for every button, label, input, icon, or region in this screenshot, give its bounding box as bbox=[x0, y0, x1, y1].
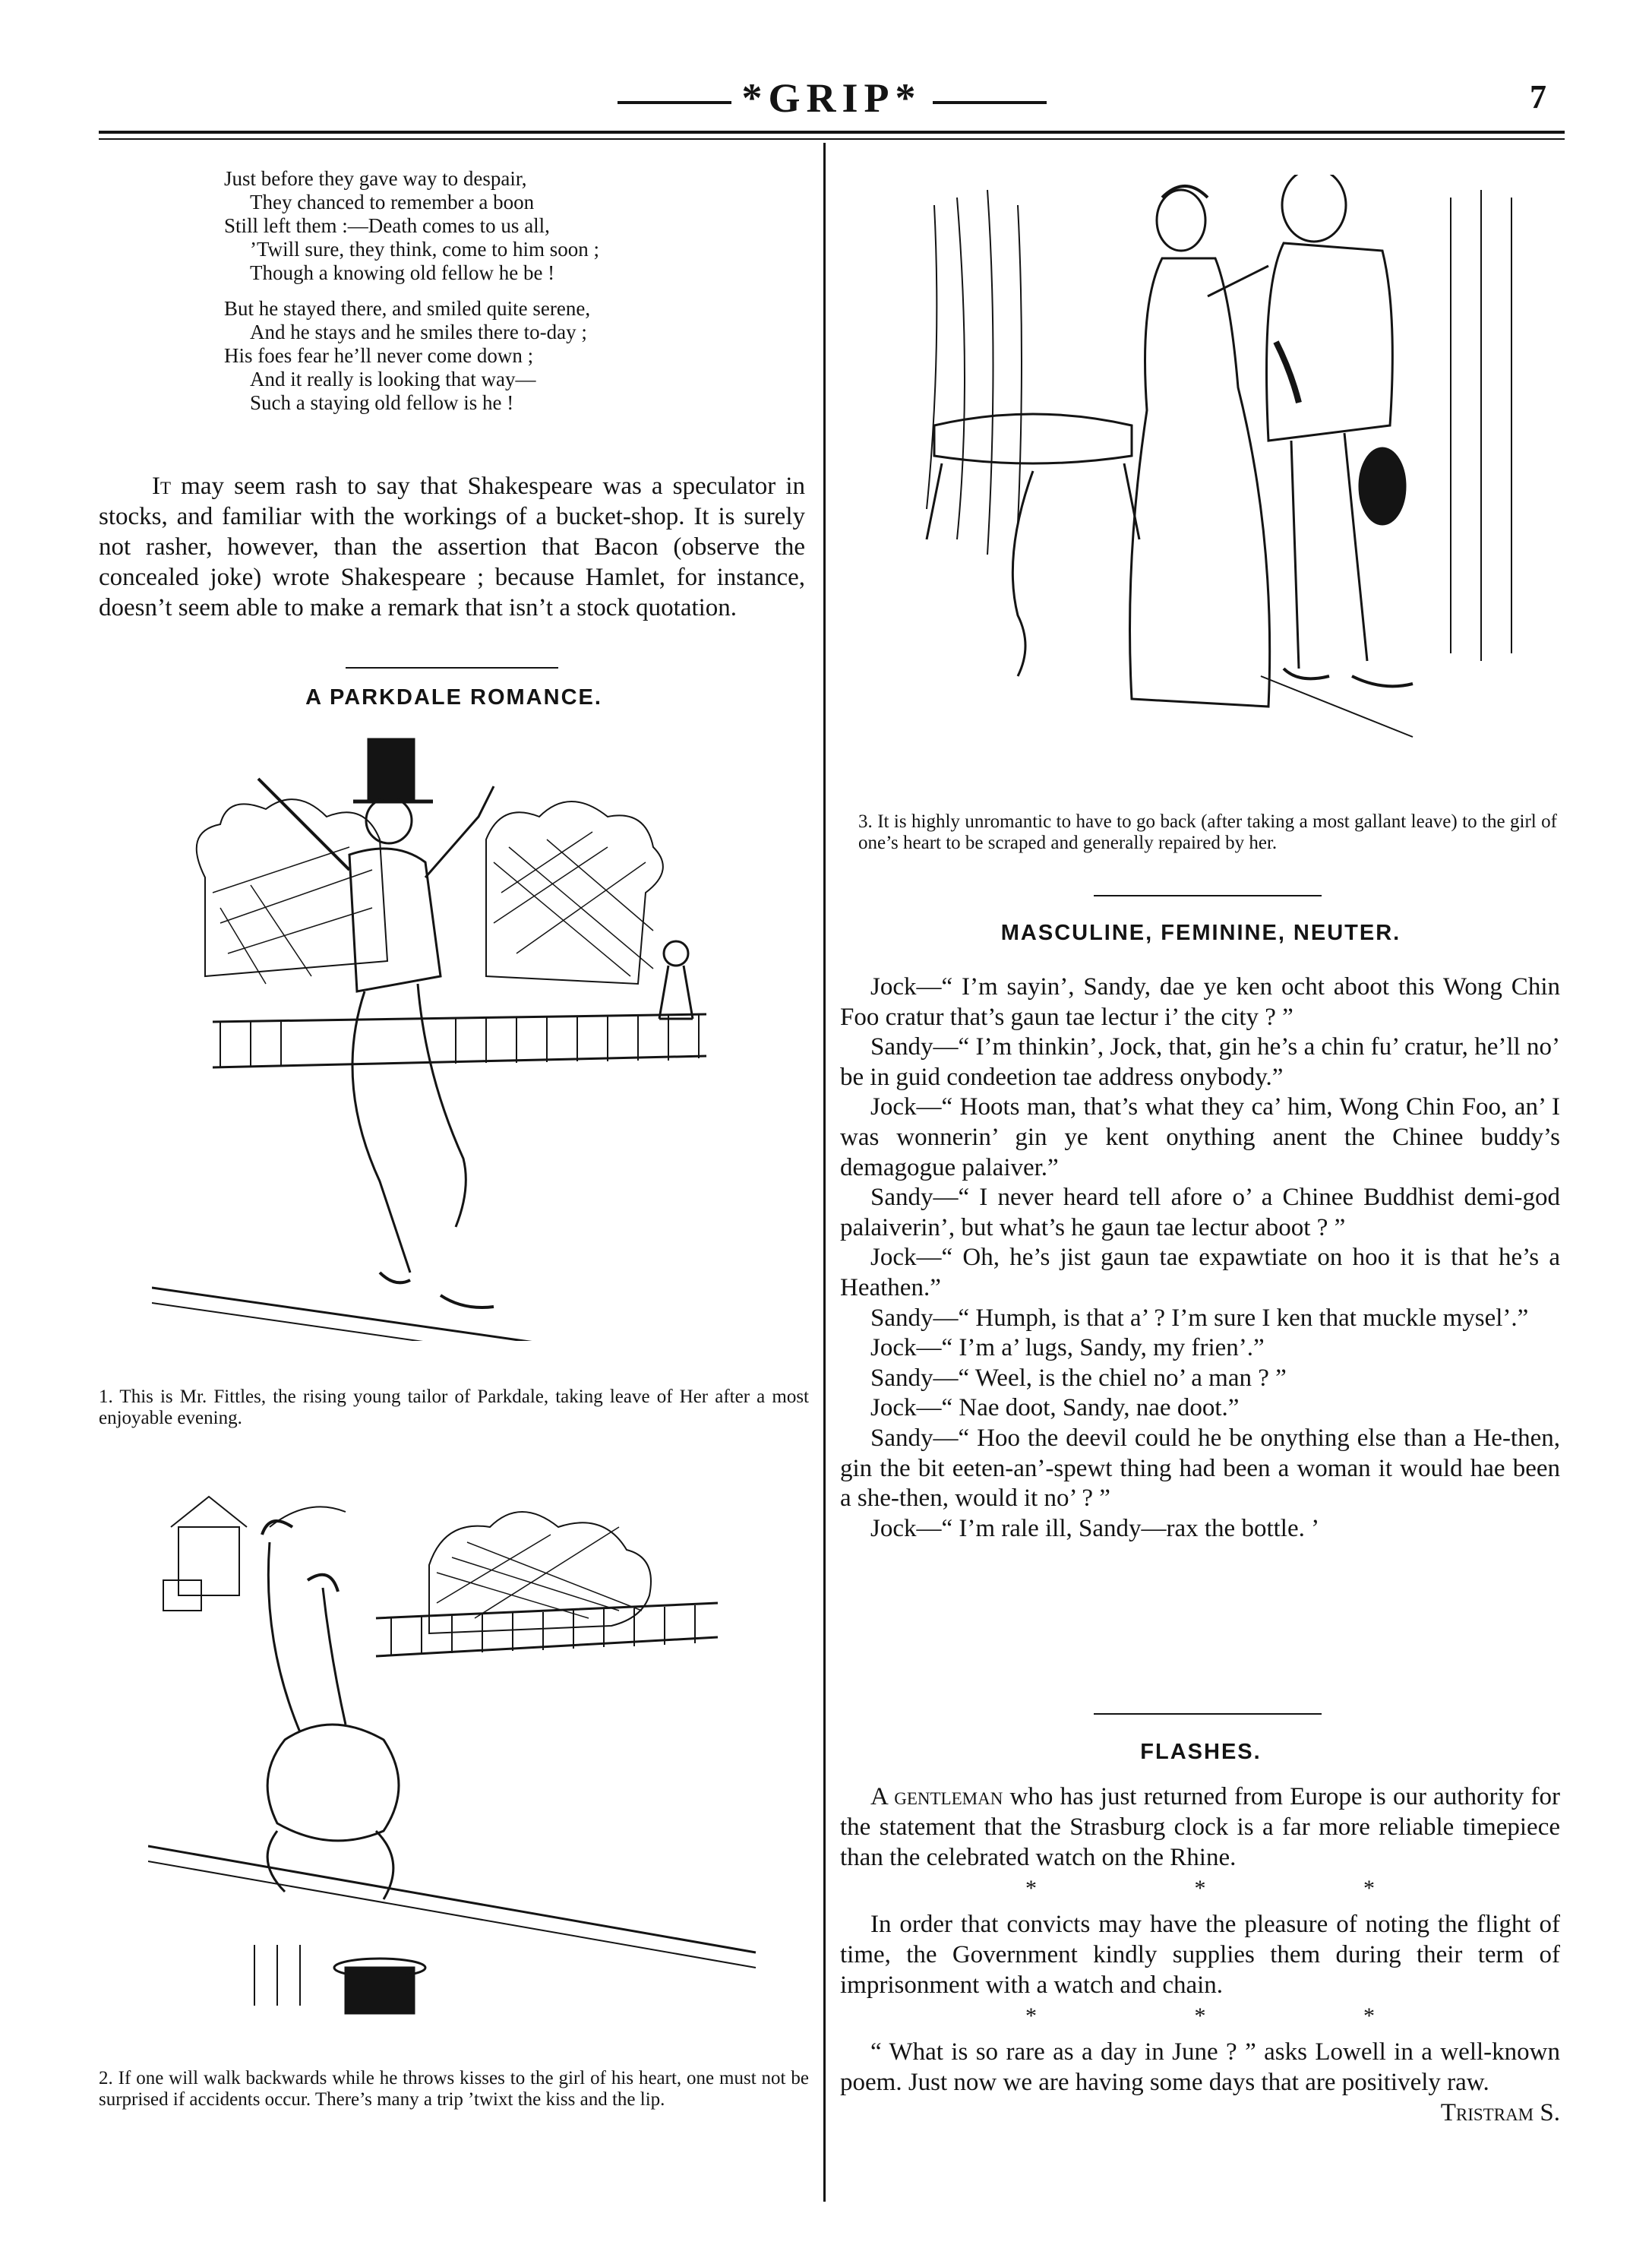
section-stars: * * * bbox=[1025, 2003, 1451, 2028]
dialogue-line: Jock—“ I’m sayin’, Sandy, dae ye ken ocht aboot this Wong Chin Foo cratur that’s gaun tae lectur i’ the city ? ” bbox=[840, 973, 1560, 1031]
section-divider bbox=[1094, 1713, 1322, 1715]
flash-paragraph bbox=[840, 2037, 1560, 2126]
dialogue-line: Jock—“ I’m a’ lugs, Sandy, my frien’.” bbox=[870, 1334, 1265, 1362]
caption-1: 1. This is Mr. Fittles, the rising young tailor of Parkdale, taking leave of Her after a most enjoyable evening. bbox=[99, 1386, 809, 1428]
dialogue-line: Sandy—“ I never heard tell afore o’ a Chinee Buddhist demi-god palaiverin’, but what’s he gaun tae lectur aboot ? ” bbox=[840, 1184, 1560, 1241]
poem-stanza bbox=[224, 297, 756, 415]
caption-3: 3. It is highly unromantic to have to go back (after taking a most gallant leave) to the girl of one’s heart to be scraped and generally repaired by her. bbox=[858, 811, 1557, 853]
section-title-masculine: MASCULINE, FEMININE, NEUTER. bbox=[1000, 921, 1401, 945]
illustration-tailor-leaving bbox=[152, 726, 798, 1341]
poem-line: They chanced to remember a boon bbox=[250, 191, 535, 213]
dialogue-line: Jock—“ Oh, he’s jist gaun tae expawtiate on hoo it is that he’s a Heathen.” bbox=[840, 1244, 1560, 1301]
flash-paragraph bbox=[840, 1782, 1560, 1873]
poem-line: Such a staying old fellow is he ! bbox=[250, 391, 514, 414]
illustration-tailor-falling bbox=[148, 1481, 801, 2036]
signature: Tristram S. bbox=[1440, 2099, 1560, 2126]
section-stars: * * * bbox=[1025, 1876, 1451, 1901]
section-title-parkdale: A PARKDALE ROMANCE. bbox=[305, 685, 602, 710]
poem bbox=[224, 167, 756, 427]
poem-line: Still left them :—Death comes to us all, bbox=[224, 214, 550, 237]
paragraph-text: “ What is so rare as a day in June ? ” asks Lowell in a well-known poem. Just now we are having some days that are positively raw. bbox=[840, 2038, 1560, 2096]
poem-line: But he stayed there, and smiled quite serene, bbox=[224, 297, 591, 320]
lead-word: It bbox=[152, 473, 172, 500]
poem-line: And it really is looking that way— bbox=[250, 368, 536, 390]
lead-words: A gentleman bbox=[870, 1783, 1003, 1810]
masthead-title: GRIP bbox=[768, 75, 895, 121]
poem-stanza bbox=[224, 167, 756, 285]
dialogue-line: Sandy—“ I’m thinkin’, Jock, that, gin he’s a chin fu’ cratur, he’ll no’ be in guid condeetion tae address onybody.” bbox=[840, 1033, 1560, 1091]
dialogue-line: Jock—“ I’m rale ill, Sandy—rax the bottle. ’ bbox=[870, 1514, 1320, 1542]
poem-line: Just before they gave way to despair, bbox=[224, 167, 527, 190]
illustration-scraped-repaired bbox=[919, 175, 1542, 798]
paragraph-text: who has just returned from Europe is our authority for the statement that the Strasburg clock is a far more reliable timepiece than the celebrated watch on the Rhine. bbox=[840, 1783, 1560, 1871]
dialogue-line: Sandy—“ Hoo the deevil could he be onything else than a He-then, gin the bit eeten-an’-spewt thing had been a woman it would hae been a she-then, would it no’ ? ” bbox=[840, 1424, 1560, 1513]
poem-line: And he stays and he smiles there to-day ; bbox=[250, 321, 587, 343]
header-rule bbox=[99, 131, 1565, 134]
flashes bbox=[840, 1782, 1560, 2128]
flash-paragraph: In order that convicts may have the pleasure of noting the flight of time, the Government kindly supplies them during their term of imprisonment with a watch and chain. bbox=[840, 1911, 1560, 1999]
masthead: *GRIP* bbox=[99, 74, 1565, 122]
poem-line: His foes fear he’ll never come down ; bbox=[224, 344, 534, 367]
dialogue-line: Sandy—“ Humph, is that a’ ? I’m sure I ken that muckle mysel’.” bbox=[870, 1304, 1529, 1332]
header-rule-thin bbox=[99, 138, 1565, 140]
section-title-flashes: FLASHES. bbox=[1140, 1740, 1262, 1764]
column-divider bbox=[823, 143, 826, 2202]
dialogue bbox=[840, 972, 1560, 1544]
poem-line: ’Twill sure, they think, come to him soon ; bbox=[250, 238, 600, 261]
dialogue-line: Sandy—“ Weel, is the chiel no’ a man ? ” bbox=[870, 1364, 1287, 1392]
dialogue-line: Jock—“ Hoots man, that’s what they ca’ him, Wong Chin Foo, an’ I was wonnerin’ gin ye kent onything anent the Chinee buddy’s demagogue palaiver.” bbox=[840, 1093, 1560, 1181]
page-header bbox=[99, 59, 1565, 128]
page-number: 7 bbox=[1530, 78, 1546, 115]
poem-line: Though a knowing old fellow he be ! bbox=[250, 261, 555, 284]
shakespeare-paragraph bbox=[99, 471, 805, 623]
paragraph-text: may seem rash to say that Shakespeare was a speculator in stocks, and familiar with the workings of a bucket-shop. It is surely not rasher, however, than the assertion that Bacon (observe the concealed joke) wrote Shakespeare ; because Hamlet, for instance, doesn’t seem able to make a remark that isn’t a stock quotation. bbox=[99, 473, 806, 621]
section-divider bbox=[346, 667, 558, 669]
dialogue-line: Jock—“ Nae doot, Sandy, nae doot.” bbox=[870, 1394, 1240, 1422]
caption-2: 2. If one will walk backwards while he throws kisses to the girl of his heart, one must not be surprised if accidents occur. There’s many a trip ’twixt the kiss and the lip. bbox=[99, 2068, 809, 2110]
section-divider bbox=[1094, 895, 1322, 896]
